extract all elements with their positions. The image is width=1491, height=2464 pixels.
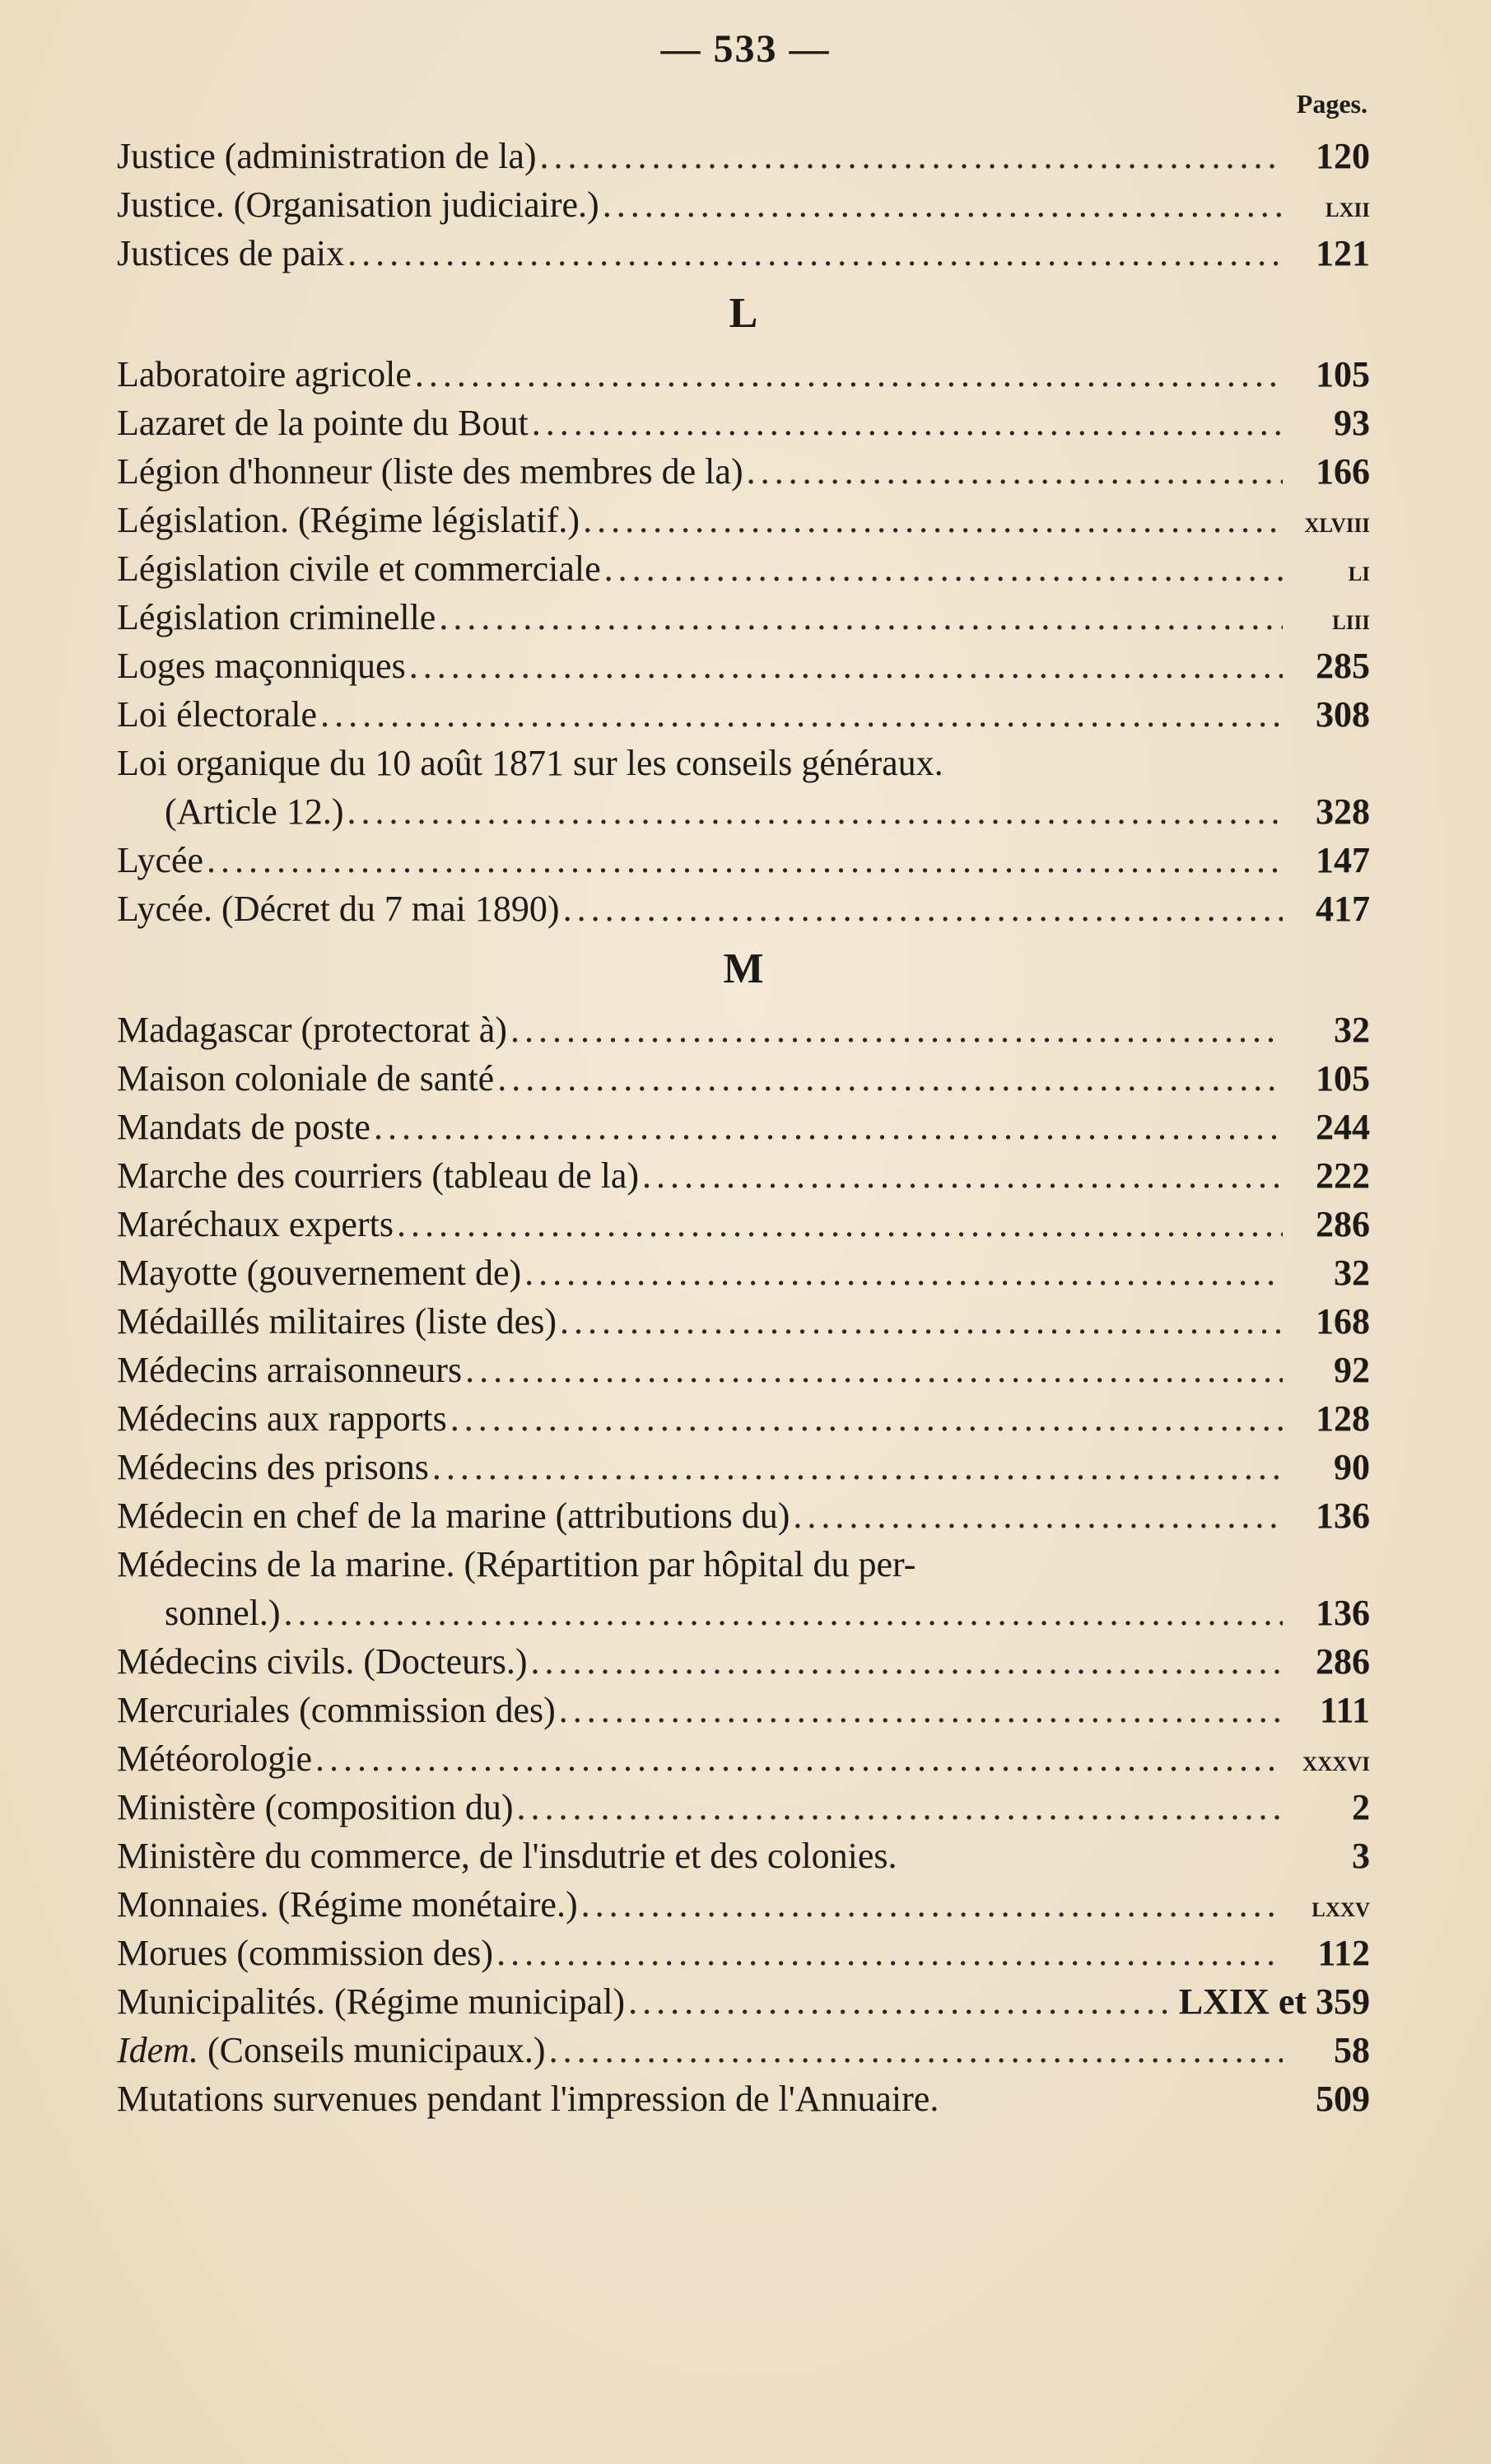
- entry-label: Ministère (composition du): [117, 1787, 514, 1827]
- index-entry: [117, 1297, 1370, 1346]
- index-entry: [117, 1006, 1370, 1054]
- section-letter-l: L: [729, 290, 758, 337]
- index-entry: [117, 1491, 1370, 1540]
- entry-page-ref: li: [1348, 554, 1370, 587]
- index-entry: [117, 496, 1370, 544]
- index-entry: [117, 787, 1370, 836]
- index-entry: [117, 1977, 1370, 2026]
- entry-label: Justices de paix: [117, 233, 345, 273]
- entry-page-ref: 166: [1316, 451, 1370, 492]
- entry-label: Médecins arraisonneurs: [117, 1350, 463, 1390]
- entry-page-ref: 244: [1316, 1107, 1370, 1147]
- index-entry: [117, 132, 1370, 180]
- index-entry: [117, 1589, 1370, 1637]
- entry-label: Mayotte (gouvernement de): [117, 1253, 522, 1293]
- entry-page-ref: xlviii: [1304, 506, 1370, 539]
- index-entry: [117, 229, 1370, 278]
- leader-dots: [549, 2026, 1283, 2074]
- leader-dots: [563, 884, 1283, 933]
- index-entry: [117, 690, 1370, 739]
- leader-dots: [497, 1054, 1283, 1103]
- leader-dots: [432, 1443, 1283, 1491]
- leader-dots: [347, 787, 1283, 836]
- index-entry: [117, 1540, 1370, 1589]
- entry-label: Lazaret de la pointe du Bout: [117, 403, 529, 443]
- entry-label: Municipalités. (Régime municipal): [117, 1981, 626, 2022]
- entry-label: Madagascar (protectorat à): [117, 1010, 507, 1050]
- index-entry: [117, 544, 1370, 593]
- entry-page-ref: 136: [1316, 1593, 1370, 1633]
- entry-label: Monnaies. (Régime monétaire.): [117, 1884, 578, 1925]
- entry-label: Justice (administration de la): [117, 136, 537, 176]
- leader-dots: [347, 229, 1283, 278]
- entry-page-ref: 128: [1316, 1398, 1370, 1439]
- entry-label: Morues (commission des): [117, 1933, 494, 1973]
- entry-label: Maréchaux experts: [117, 1204, 394, 1244]
- entry-label: Météorologie: [117, 1738, 313, 1779]
- entry-label: Justice. (Organisation judiciaire.): [117, 184, 599, 225]
- index-entry: [117, 1783, 1370, 1832]
- leader-dots: [747, 447, 1283, 496]
- entry-page-ref: 112: [1317, 1933, 1370, 1973]
- entry-label: Médecins de la marine. (Répartition par hôpital du per-: [117, 1544, 916, 1584]
- leader-dots: [560, 1297, 1283, 1346]
- index-entry: [117, 1103, 1370, 1151]
- entry-label: Médecin en chef de la marine (attributions du): [117, 1496, 790, 1536]
- entry-page-ref: 92: [1334, 1350, 1370, 1390]
- entry-page-ref: 147: [1316, 840, 1370, 880]
- entry-label: Médaillés militaires (liste des): [117, 1301, 557, 1342]
- leader-dots: [496, 1929, 1283, 1977]
- entry-label: Laboratoire agricole: [117, 354, 412, 394]
- index-entry: [117, 2026, 1370, 2074]
- entry-label: Médecins aux rapports: [117, 1398, 447, 1439]
- index-entry: [117, 1443, 1370, 1491]
- leader-dots: [642, 1151, 1283, 1200]
- entry-page-ref: 417: [1316, 889, 1370, 929]
- entry-page-ref: lxxv: [1312, 1890, 1370, 1923]
- index-entry: [117, 1248, 1370, 1297]
- entry-label: Loi organique du 10 août 1871 sur les conseils généraux.: [117, 743, 944, 783]
- entry-page-ref: liii: [1332, 603, 1370, 636]
- entry-page-ref: 105: [1316, 1058, 1370, 1099]
- leader-dots: [583, 496, 1283, 544]
- leader-dots: [628, 1977, 1171, 2026]
- entry-label: Mercuriales (commission des): [117, 1690, 556, 1730]
- index-entry: [117, 1832, 1370, 1880]
- entry-label: Légion d'honneur (liste des membres de la): [117, 451, 743, 492]
- leader-dots: [604, 544, 1283, 593]
- entry-page-ref: 121: [1316, 233, 1370, 273]
- leader-dots: [374, 1103, 1283, 1151]
- entry-label: Idem. (Conseils municipaux.): [117, 2030, 546, 2070]
- leader-dots: [524, 1248, 1283, 1297]
- entry-page-ref: 509: [1316, 2079, 1370, 2119]
- index-entry: [117, 1394, 1370, 1443]
- entry-page-ref: 328: [1316, 791, 1370, 832]
- index-entry: [117, 739, 1370, 787]
- index-entry: [117, 593, 1370, 642]
- leader-dots: [409, 642, 1283, 690]
- index-entry: [117, 642, 1370, 690]
- entry-label: Mandats de poste: [117, 1107, 370, 1147]
- index-entry: [117, 350, 1370, 399]
- leader-dots: [439, 593, 1283, 642]
- index-entry: [117, 836, 1370, 884]
- leader-dots: [510, 1006, 1283, 1054]
- entry-page-ref: 32: [1334, 1010, 1370, 1050]
- entry-label: Législation civile et commerciale: [117, 548, 601, 589]
- leader-dots: [532, 399, 1283, 447]
- leader-dots: [284, 1589, 1283, 1637]
- leader-dots: [397, 1200, 1283, 1248]
- entry-page-ref: 93: [1334, 403, 1370, 443]
- index-entry: [117, 399, 1370, 447]
- page-number: — 533 —: [660, 27, 831, 71]
- entry-label: Législation. (Régime législatif.): [117, 500, 580, 540]
- entry-label: Lycée. (Décret du 7 mai 1890): [117, 889, 560, 929]
- entry-page-ref: 285: [1316, 646, 1370, 686]
- index-entry: [117, 447, 1370, 496]
- leader-dots: [465, 1346, 1283, 1394]
- leader-dots: [531, 1637, 1283, 1686]
- entry-label: Médecins civils. (Docteurs.): [117, 1641, 528, 1682]
- entry-label: Ministère du commerce, de l'insdutrie et des colonies.: [117, 1836, 897, 1876]
- index-entry: [117, 884, 1370, 933]
- entry-page-ref: 2: [1352, 1787, 1370, 1827]
- index-entry: [117, 1054, 1370, 1103]
- leader-dots: [207, 836, 1283, 884]
- index-entry: [117, 1734, 1370, 1783]
- entry-page-ref: 222: [1316, 1155, 1370, 1196]
- entry-page-ref: lxii: [1325, 190, 1370, 223]
- section-letter-m: M: [723, 945, 764, 992]
- entry-page-ref: xxxvi: [1302, 1744, 1370, 1777]
- entry-page-ref: 136: [1316, 1496, 1370, 1536]
- entry-page-ref: 308: [1316, 694, 1370, 735]
- entry-page-ref: 168: [1316, 1301, 1370, 1342]
- entry-label: Lycée: [117, 840, 204, 880]
- entry-page-ref: 105: [1316, 354, 1370, 394]
- pages-column-label: Pages.: [1296, 89, 1368, 119]
- leader-dots: [603, 180, 1283, 229]
- entry-label: Loges maçonniques: [117, 646, 406, 686]
- entry-page-ref: 58: [1334, 2030, 1370, 2070]
- entry-label: Loi électorale: [117, 694, 318, 735]
- index-entry: [117, 1200, 1370, 1248]
- entry-page-ref: 286: [1316, 1641, 1370, 1682]
- index-entry: [117, 1929, 1370, 1977]
- leader-dots: [450, 1394, 1283, 1443]
- index-entry: [117, 1637, 1370, 1686]
- entry-label: Mutations survenues pendant l'impression de l'Annuaire.: [117, 2079, 939, 2119]
- entry-label: Législation criminelle: [117, 597, 436, 637]
- index-entry: [117, 1151, 1370, 1200]
- entry-page-ref: 286: [1316, 1204, 1370, 1244]
- entry-page-ref: 120: [1316, 136, 1370, 176]
- entry-page-ref: 32: [1334, 1253, 1370, 1293]
- leader-dots: [540, 132, 1283, 180]
- index-list: [117, 132, 1370, 2123]
- entry-page-ref: LXIX et 359: [1178, 1981, 1370, 2022]
- entry-label: Maison coloniale de santé: [117, 1058, 495, 1099]
- entry-page-ref: 90: [1334, 1447, 1370, 1487]
- entry-label: (Article 12.): [165, 791, 344, 832]
- leader-dots: [559, 1686, 1283, 1734]
- leader-dots: [415, 350, 1283, 399]
- entry-label: Marche des courriers (tableau de la): [117, 1155, 640, 1196]
- index-entry: [117, 180, 1370, 229]
- leader-dots: [315, 1734, 1283, 1783]
- entry-page-ref: 111: [1319, 1690, 1370, 1730]
- index-entry: [117, 2074, 1370, 2123]
- leader-dots: [517, 1783, 1284, 1832]
- entry-page-ref: 3: [1352, 1836, 1370, 1876]
- index-entry: [117, 1346, 1370, 1394]
- entry-label: sonnel.): [165, 1593, 281, 1633]
- leader-dots: [320, 690, 1283, 739]
- leader-dots: [793, 1491, 1283, 1540]
- entry-label: Médecins des prisons: [117, 1447, 429, 1487]
- index-entry: [117, 1880, 1370, 1929]
- index-entry: [117, 1686, 1370, 1734]
- leader-dots: [581, 1880, 1283, 1929]
